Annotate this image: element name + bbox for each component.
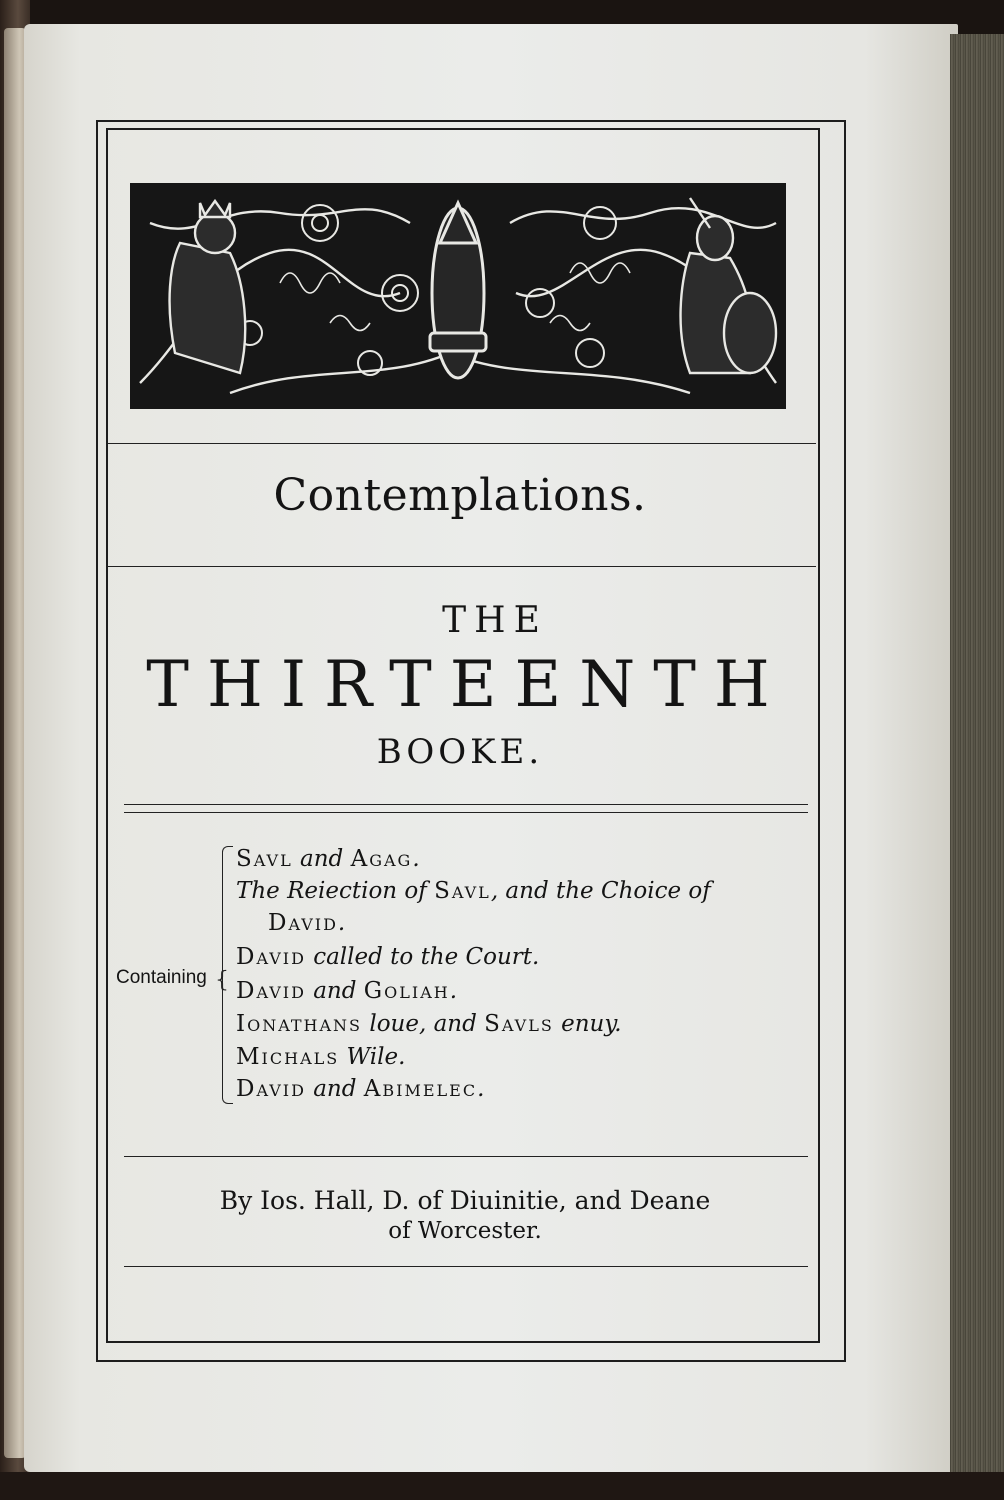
list-item: David. <box>268 910 346 936</box>
rule-above-contents-2 <box>124 812 808 813</box>
left-page-edge <box>4 28 26 1458</box>
list-item: David and Goliah. <box>236 978 458 1004</box>
list-item: Michals Wile. <box>236 1044 406 1070</box>
heading-the: THE <box>442 600 548 641</box>
list-item: David called to the Court. <box>236 944 540 970</box>
running-title: Contemplations. <box>273 470 647 521</box>
rule-below-title <box>108 566 816 567</box>
heading-thirteenth: THIRTEENTH <box>146 648 788 722</box>
woodcut-headpiece <box>130 183 786 409</box>
author-line-2: of Worcester. <box>388 1218 542 1244</box>
book-bottom <box>0 1472 1004 1500</box>
list-item: Savl and Agag. <box>236 846 420 872</box>
page-fore-edge <box>950 34 1004 1474</box>
brace-point: { <box>215 968 229 993</box>
heading-booke: BOOKE. <box>376 732 544 772</box>
contents-label: Containing <box>116 967 207 988</box>
list-item: David and Abimelec. <box>236 1076 485 1102</box>
rule-above-byline <box>124 1156 808 1157</box>
rule-below-byline <box>124 1266 808 1267</box>
author-line: By Ios. Hall, D. of Diuinitie, and Deane <box>219 1186 711 1215</box>
rule-above-contents <box>124 804 808 805</box>
list-item: The Reiection of Savl, and the Choice of <box>236 878 711 904</box>
list-item: Ionathans loue, and Savls enuy. <box>236 1011 622 1037</box>
rule-below-ornament <box>108 443 816 444</box>
